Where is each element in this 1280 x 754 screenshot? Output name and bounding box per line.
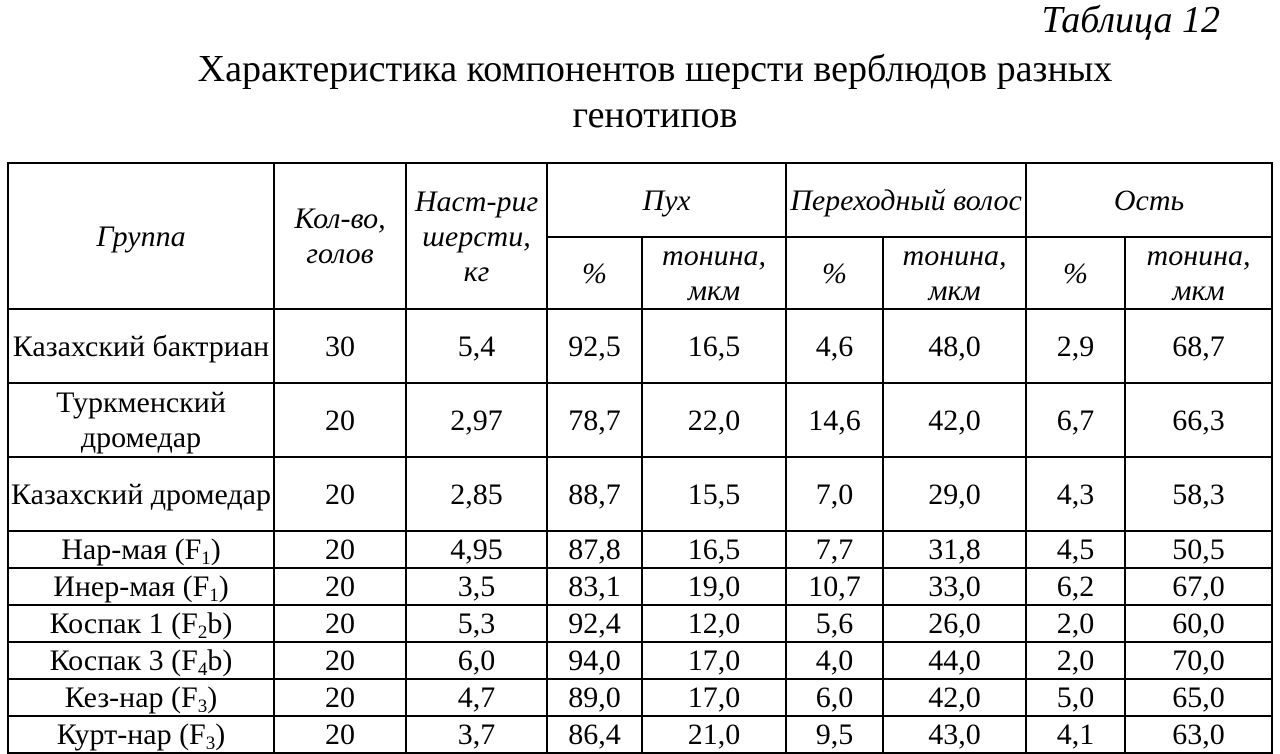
group-generation-subscript: 3 bbox=[205, 733, 216, 754]
cell-trans-fine: 48,0 bbox=[883, 309, 1026, 383]
cell-down-pct: 92,5 bbox=[547, 309, 642, 383]
cell-guard-pct: 4,5 bbox=[1026, 531, 1125, 568]
cell-trans-pct: 10,7 bbox=[786, 568, 883, 605]
header-row-top bbox=[8, 163, 1272, 237]
cell-trans-fine: 29,0 bbox=[883, 457, 1026, 531]
group-name-tail: ) bbox=[218, 570, 229, 603]
table-row bbox=[8, 716, 1272, 753]
group-name-tail: ) bbox=[207, 681, 218, 714]
cell-group bbox=[8, 531, 274, 568]
group-name: Казахский дромедар bbox=[11, 477, 271, 511]
cell-guard-pct: 2,0 bbox=[1026, 642, 1125, 679]
cell-guard-fine: 68,7 bbox=[1125, 309, 1272, 383]
cell-down-pct: 86,4 bbox=[547, 716, 642, 753]
cell-down-fine: 17,0 bbox=[642, 642, 786, 679]
cell-guard-pct: 5,0 bbox=[1026, 679, 1125, 716]
cell-down-fine: 21,0 bbox=[642, 716, 786, 753]
cell-count: 20 bbox=[274, 716, 406, 753]
cell-guard-pct: 2,9 bbox=[1026, 309, 1125, 383]
cell-trans-pct: 7,0 bbox=[786, 457, 883, 531]
cell-guard-fine: 50,5 bbox=[1125, 531, 1272, 568]
cell-count: 20 bbox=[274, 642, 406, 679]
table-title bbox=[130, 46, 1180, 138]
table-label: Таблица 12 bbox=[1041, 0, 1220, 41]
cell-down-fine: 16,5 bbox=[642, 309, 786, 383]
cell-down-fine: 12,0 bbox=[642, 605, 786, 642]
cell-group bbox=[8, 642, 274, 679]
cell-trans-fine: 42,0 bbox=[883, 383, 1026, 457]
group-name: Туркменский дромедар bbox=[56, 386, 226, 454]
cell-guard-fine: 65,0 bbox=[1125, 679, 1272, 716]
group-generation-subscript: 4 bbox=[197, 659, 208, 680]
cell-down-pct: 94,0 bbox=[547, 642, 642, 679]
header-transitional-pct: % bbox=[786, 237, 883, 309]
table-row bbox=[8, 531, 1272, 568]
cell-group bbox=[8, 457, 274, 531]
header-count: Кол-во, голов bbox=[274, 163, 406, 309]
group-generation-subscript: 1 bbox=[201, 548, 211, 569]
cell-trans-pct: 9,5 bbox=[786, 716, 883, 753]
cell-trans-fine: 33,0 bbox=[883, 568, 1026, 605]
cell-guard-pct: 4,1 bbox=[1026, 716, 1125, 753]
cell-count: 20 bbox=[274, 383, 406, 457]
header-guard-pct: % bbox=[1026, 237, 1125, 309]
cell-shearing: 3,7 bbox=[406, 716, 547, 753]
title-line-2: генотипов bbox=[572, 94, 738, 136]
group-name: Коспак 3 (F bbox=[49, 644, 198, 677]
cell-shearing: 5,4 bbox=[406, 309, 547, 383]
table-row bbox=[8, 642, 1272, 679]
cell-shearing: 6,0 bbox=[406, 642, 547, 679]
group-name: Нар-мая (F bbox=[61, 533, 202, 566]
table-body bbox=[8, 309, 1272, 753]
header-guard: Ость bbox=[1026, 163, 1272, 237]
cell-group bbox=[8, 309, 274, 383]
cell-shearing: 2,97 bbox=[406, 383, 547, 457]
group-name-tail: b) bbox=[207, 607, 233, 640]
group-name-tail: ) bbox=[210, 533, 221, 566]
cell-guard-fine: 66,3 bbox=[1125, 383, 1272, 457]
cell-guard-pct: 2,0 bbox=[1026, 605, 1125, 642]
cell-trans-fine: 31,8 bbox=[883, 531, 1026, 568]
group-name: Коспак 1 (F bbox=[49, 607, 198, 640]
table-row bbox=[8, 679, 1272, 716]
header-down: Пух bbox=[547, 163, 786, 237]
cell-group bbox=[8, 716, 274, 753]
group-generation-subscript: 3 bbox=[197, 696, 208, 717]
group-generation-subscript: 2 bbox=[197, 622, 208, 643]
header-down-pct: % bbox=[547, 237, 642, 309]
cell-guard-fine: 60,0 bbox=[1125, 605, 1272, 642]
cell-shearing: 4,95 bbox=[406, 531, 547, 568]
cell-down-fine: 17,0 bbox=[642, 679, 786, 716]
cell-trans-fine: 42,0 bbox=[883, 679, 1026, 716]
header-guard-fineness: тонина, мкм bbox=[1125, 237, 1272, 309]
cell-group bbox=[8, 383, 274, 457]
cell-guard-fine: 70,0 bbox=[1125, 642, 1272, 679]
cell-count: 20 bbox=[274, 605, 406, 642]
header-shearing: Наст-риг шерсти, кг bbox=[406, 163, 547, 309]
cell-down-pct: 92,4 bbox=[547, 605, 642, 642]
cell-down-pct: 78,7 bbox=[547, 383, 642, 457]
cell-trans-pct: 7,7 bbox=[786, 531, 883, 568]
cell-group bbox=[8, 605, 274, 642]
cell-down-pct: 88,7 bbox=[547, 457, 642, 531]
group-name-tail: ) bbox=[215, 718, 226, 751]
cell-trans-pct: 6,0 bbox=[786, 679, 883, 716]
cell-guard-pct: 6,7 bbox=[1026, 383, 1125, 457]
group-name: Инер-мая (F bbox=[53, 570, 210, 603]
cell-trans-fine: 26,0 bbox=[883, 605, 1026, 642]
table-row bbox=[8, 605, 1272, 642]
cell-down-fine: 19,0 bbox=[642, 568, 786, 605]
cell-shearing: 5,3 bbox=[406, 605, 547, 642]
cell-guard-fine: 67,0 bbox=[1125, 568, 1272, 605]
cell-shearing: 2,85 bbox=[406, 457, 547, 531]
header-down-fineness: тонина, мкм bbox=[642, 237, 786, 309]
cell-count: 30 bbox=[274, 309, 406, 383]
cell-shearing: 3,5 bbox=[406, 568, 547, 605]
cell-count: 20 bbox=[274, 457, 406, 531]
cell-guard-pct: 4,3 bbox=[1026, 457, 1125, 531]
cell-shearing: 4,7 bbox=[406, 679, 547, 716]
cell-down-fine: 16,5 bbox=[642, 531, 786, 568]
cell-trans-fine: 43,0 bbox=[883, 716, 1026, 753]
header-transitional-fineness: тонина, мкм bbox=[883, 237, 1026, 309]
cell-count: 20 bbox=[274, 679, 406, 716]
table-row bbox=[8, 457, 1272, 531]
cell-count: 20 bbox=[274, 568, 406, 605]
group-name: Курт-нар (F bbox=[56, 718, 206, 751]
cell-trans-pct: 5,6 bbox=[786, 605, 883, 642]
wool-components-table bbox=[7, 162, 1273, 754]
group-name-tail: b) bbox=[207, 644, 233, 677]
group-name: Кез-нар (F bbox=[64, 681, 198, 714]
header-group: Группа bbox=[8, 163, 274, 309]
header-transitional: Переходный волос bbox=[786, 163, 1026, 237]
cell-down-pct: 89,0 bbox=[547, 679, 642, 716]
title-line-1: Характеристика компонентов шерсти верблюдов разных bbox=[197, 48, 1113, 90]
cell-guard-fine: 63,0 bbox=[1125, 716, 1272, 753]
cell-down-pct: 87,8 bbox=[547, 531, 642, 568]
cell-group bbox=[8, 679, 274, 716]
cell-trans-pct: 14,6 bbox=[786, 383, 883, 457]
cell-trans-pct: 4,6 bbox=[786, 309, 883, 383]
cell-count: 20 bbox=[274, 531, 406, 568]
cell-guard-pct: 6,2 bbox=[1026, 568, 1125, 605]
cell-down-fine: 15,5 bbox=[642, 457, 786, 531]
table-row bbox=[8, 309, 1272, 383]
cell-down-pct: 83,1 bbox=[547, 568, 642, 605]
cell-trans-pct: 4,0 bbox=[786, 642, 883, 679]
cell-down-fine: 22,0 bbox=[642, 383, 786, 457]
group-generation-subscript: 1 bbox=[209, 585, 219, 606]
cell-group bbox=[8, 568, 274, 605]
cell-trans-fine: 44,0 bbox=[883, 642, 1026, 679]
cell-guard-fine: 58,3 bbox=[1125, 457, 1272, 531]
table-row bbox=[8, 568, 1272, 605]
table-row bbox=[8, 383, 1272, 457]
group-name: Казахский бактриан bbox=[12, 329, 270, 363]
